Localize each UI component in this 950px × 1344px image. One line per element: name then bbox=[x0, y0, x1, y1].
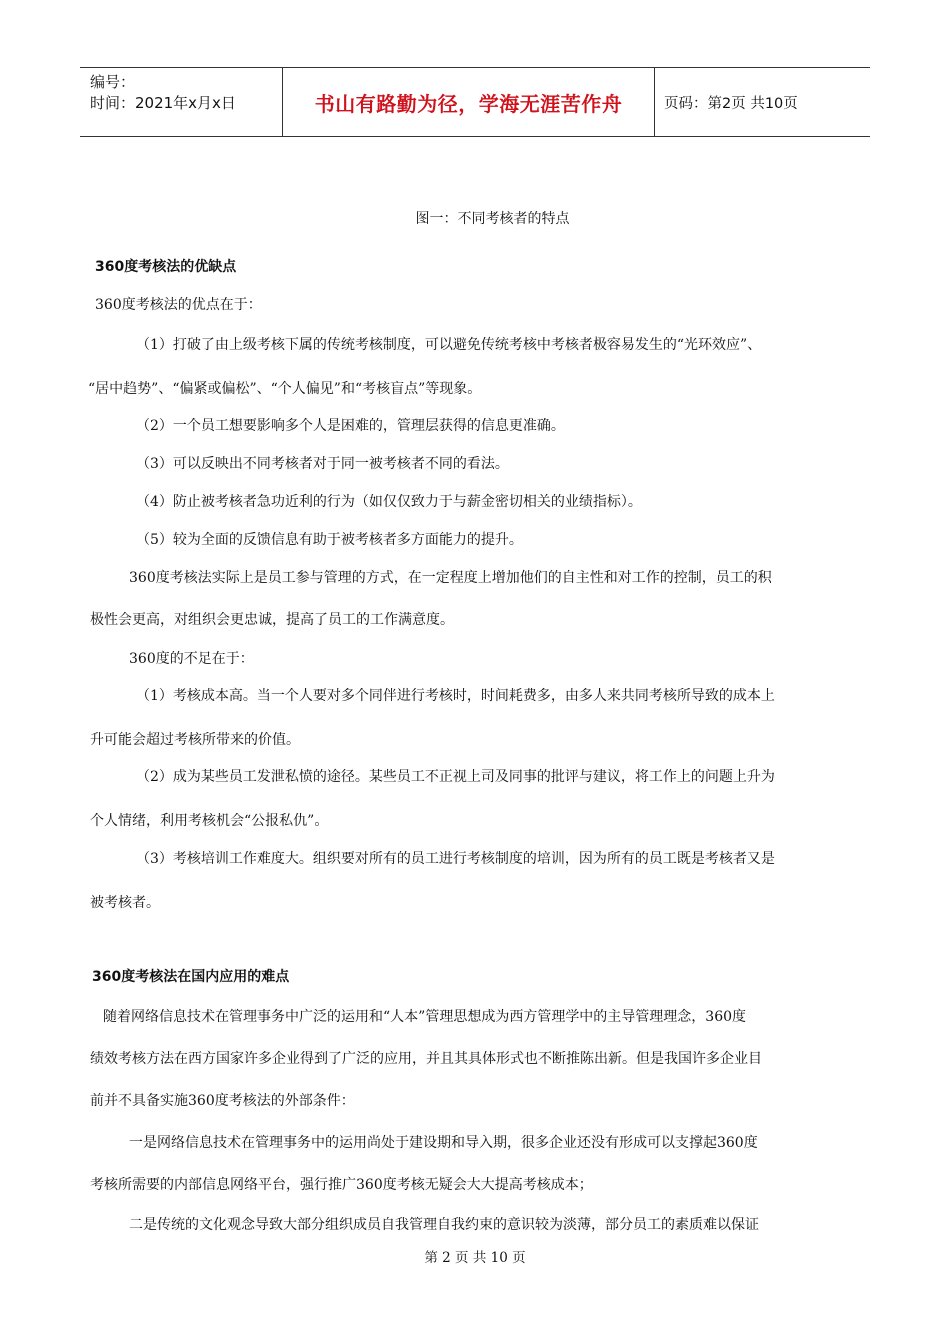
paragraph-line: 一是网络信息技术在管理事务中的运用尚处于建设期和导入期，很多企业还没有形成可以支撑起360度 bbox=[129, 1135, 758, 1151]
section-title-pros-cons: 360度考核法的优缺点 bbox=[95, 259, 237, 275]
document-header bbox=[80, 67, 870, 137]
paragraph-line: （3）考核培训工作难度大。组织要对所有的员工进行考核制度的培训，因为所有的员工既是考核者又是 bbox=[136, 851, 775, 867]
page-label: 页码：第2页 共10页 bbox=[664, 95, 798, 112]
motto-text: 书山有路勤为径，学海无涯苦作舟 bbox=[314, 91, 623, 116]
paragraph-line: （1）考核成本高。当一个人要对多个同伴进行考核时，时间耗费多，由多人来共同考核所导致的成本上 bbox=[136, 688, 775, 704]
paragraph-line: （1）打破了由上级考核下属的传统考核制度，可以避免传统考核中考核者极容易发生的“光环效应”、 bbox=[136, 337, 762, 353]
paragraph-line: 极性会更高，对组织会更忠诚，提高了员工的工作满意度。 bbox=[90, 612, 454, 628]
paragraph-line: 随着网络信息技术在管理事务中广泛的运用和“人本”管理思想成为西方管理学中的主导管理理念，360度 bbox=[103, 1009, 747, 1025]
paragraph-line: （4）防止被考核者急功近利的行为（如仅仅致力于与薪金密切相关的业绩指标）。 bbox=[136, 494, 642, 510]
paragraph-line: 360度考核法的优点在于： bbox=[95, 297, 262, 313]
page-footer: 第 2 页 共 10 页 bbox=[424, 1250, 526, 1266]
header-meta bbox=[80, 68, 282, 136]
header-motto-cell bbox=[282, 68, 655, 136]
time-label: 时间：2021年x月x日 bbox=[90, 94, 236, 112]
paragraph-line: （2）成为某些员工发泄私愤的途径。某些员工不正视上司及同事的批评与建议，将工作上的问题上升为 bbox=[136, 769, 775, 785]
paragraph-line: 360度考核法实际上是员工参与管理的方式，在一定程度上增加他们的自主性和对工作的控制，员工的积 bbox=[129, 570, 772, 586]
figure-caption: 图一：不同考核者的特点 bbox=[415, 211, 570, 227]
paragraph-line: （2）一个员工想要影响多个人是困难的，管理层获得的信息更准确。 bbox=[136, 418, 565, 434]
paragraph-line: （3）可以反映出不同考核者对于同一被考核者不同的看法。 bbox=[136, 456, 509, 472]
paragraph-line: 二是传统的文化观念导致大部分组织成员自我管理自我约束的意识较为淡薄，部分员工的素质难以保证 bbox=[129, 1217, 759, 1233]
paragraph-line: 360度的不足在于： bbox=[129, 651, 254, 667]
header-page-cell bbox=[655, 68, 870, 136]
paragraph-line: 被考核者。 bbox=[90, 895, 160, 911]
number-label: 编号： bbox=[90, 73, 136, 91]
paragraph-line: 绩效考核方法在西方国家许多企业得到了广泛的应用，并且其具体形式也不断推陈出新。但是我国许多企业目 bbox=[90, 1051, 762, 1067]
paragraph-line: 个人情绪，利用考核机会“公报私仇”。 bbox=[90, 813, 329, 829]
paragraph-line: “居中趋势”、“偏紧或偏松”、“个人偏见”和“考核盲点”等现象。 bbox=[88, 381, 482, 397]
paragraph-line: 前并不具备实施360度考核法的外部条件： bbox=[90, 1093, 355, 1109]
section-title-difficulties: 360度考核法在国内应用的难点 bbox=[92, 969, 290, 985]
paragraph-line: 考核所需要的内部信息网络平台，强行推广360度考核无疑会大大提高考核成本； bbox=[90, 1177, 593, 1193]
paragraph-line: （5）较为全面的反馈信息有助于被考核者多方面能力的提升。 bbox=[136, 532, 523, 548]
paragraph-line: 升可能会超过考核所带来的价值。 bbox=[90, 732, 300, 748]
